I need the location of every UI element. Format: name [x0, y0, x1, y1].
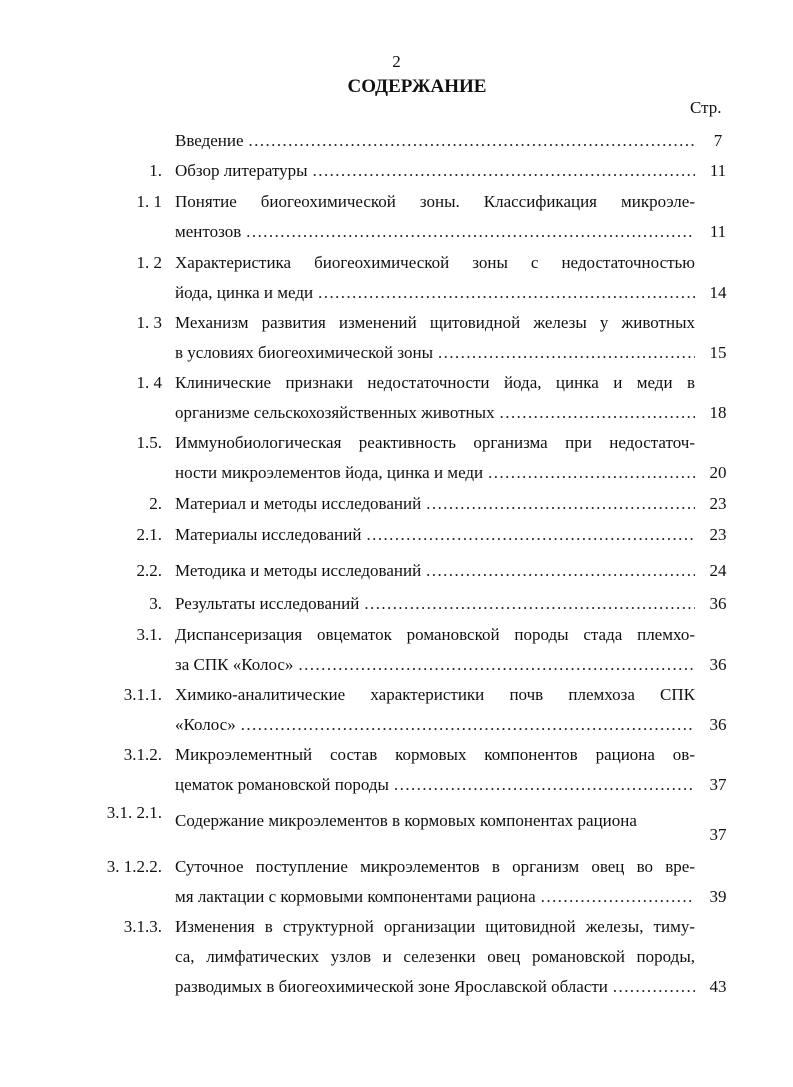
- toc-entry-text: Результаты исследований …………………………………………………………………………………………………………………………………………: [175, 589, 695, 619]
- toc-entry-text: Содержание микроэлементов в кормовых компонентах рациона: [175, 811, 637, 830]
- toc-entry-page: 37: [709, 825, 727, 844]
- toc-entry-number: 3.1.2.: [123, 745, 162, 764]
- toc-entry-text: Химико-аналитические характеристики почв племхоза СПК: [175, 685, 695, 704]
- toc-entry-page: 36: [709, 594, 727, 613]
- toc-entry-page: 7: [713, 131, 723, 150]
- toc-entry: [0, 368, 793, 428]
- toc-entry-page: 23: [709, 494, 727, 513]
- toc-entry-text: са, лимфатических узлов и селезенки овец романовской породы,: [175, 947, 695, 966]
- toc-entry-text: Введение …………………………………………………………………………………………………………………………………………: [175, 126, 695, 156]
- toc-entry-number: 1.: [149, 161, 162, 180]
- toc-entry-text: ности микроэлементов йода, цинка и меди …………………………………………………………………………………………………………………………………………: [175, 458, 695, 488]
- toc-entry-text: мя лактации с кормовыми компонентами рациона …………………………………………………………………………………………………………………………………………: [175, 882, 695, 912]
- toc-entry-number: 1. 4: [136, 373, 162, 392]
- toc-entry-text: в условиях биогеохимической зоны …………………………………………………………………………………………………………………………………………: [175, 338, 695, 368]
- toc-entry-text: Механизм развития изменений щитовидной железы у животных: [175, 313, 695, 332]
- toc-entry-number: 2.1.: [136, 525, 162, 544]
- toc-entry-text: Клинические признаки недостаточности йода, цинка и меди в: [175, 373, 695, 392]
- toc-entry: [0, 589, 793, 619]
- toc-entry-text: Характеристика биогеохимической зоны с недостаточностью: [175, 253, 695, 272]
- page-column-header: Стр.: [690, 98, 722, 117]
- toc-entry: [0, 620, 793, 680]
- toc-entry-text: Диспансеризация овцематок романовской породы стада племхо-: [175, 625, 695, 644]
- toc-entry-text: Иммунобиологическая реактивность организма при недостаточ-: [175, 433, 695, 452]
- toc-entry-text: Понятие биогеохимической зоны. Классификация микроэле-: [175, 192, 695, 211]
- toc-entry-number: 1. 2: [136, 253, 162, 272]
- toc-entry-page: 36: [709, 715, 727, 734]
- toc-entry: [0, 520, 793, 550]
- toc-entry-number: 3.1.: [136, 625, 162, 644]
- toc-entry-text: цематок романовской породы …………………………………………………………………………………………………………………………………………: [175, 770, 695, 800]
- toc-entry-number: 1. 3: [136, 313, 162, 332]
- toc-entry: [0, 187, 793, 247]
- toc-entry-text: «Колос» …………………………………………………………………………………………………………………………………………: [175, 710, 695, 740]
- toc-entry-text: йода, цинка и меди …………………………………………………………………………………………………………………………………………: [175, 278, 695, 308]
- toc-entry-text: разводимых в биогеохимической зоне Ярославской области …………………………………………………………………………………………………………………………………………: [175, 972, 695, 1002]
- toc-entry-page: 43: [709, 977, 727, 996]
- toc-entry: [0, 740, 793, 800]
- toc-entry-text: Микроэлементный состав кормовых компонентов рациона ов-: [175, 745, 695, 764]
- toc-entry-text: организме сельскохозяйственных животных …………………………………………………………………………………………………………………………………………: [175, 398, 695, 428]
- toc-entry-number: 3. 1.2.2.: [106, 857, 162, 876]
- toc-entry-page: 18: [709, 403, 727, 422]
- toc-entry-text: ментозов …………………………………………………………………………………………………………………………………………: [175, 217, 695, 247]
- toc-entry-number: 3.1. 2.1.: [106, 803, 162, 822]
- toc-entry: [0, 156, 793, 186]
- toc-entry-page: 23: [709, 525, 727, 544]
- toc-entry-number: 2.2.: [136, 561, 162, 580]
- toc-entry: [0, 912, 793, 1002]
- toc-entry-number: 3.1.3.: [123, 917, 162, 936]
- toc-entry-text: Методика и методы исследований …………………………………………………………………………………………………………………………………………: [175, 556, 695, 586]
- toc-entry-text: Материалы исследований …………………………………………………………………………………………………………………………………………: [175, 520, 695, 550]
- toc-entry-page: 11: [709, 161, 727, 180]
- toc-entry-page: 11: [709, 222, 727, 241]
- toc-entry: [0, 489, 793, 519]
- toc-entry-page: 39: [709, 887, 727, 906]
- toc-entry-page: 36: [709, 655, 727, 674]
- toc-entry-number: 1.5.: [136, 433, 162, 452]
- toc-entry: [0, 680, 793, 740]
- toc-entry-text: Обзор литературы …………………………………………………………………………………………………………………………………………: [175, 156, 695, 186]
- toc-entry: [0, 852, 793, 912]
- toc-entry-page: 20: [709, 463, 727, 482]
- toc-entry-number: 2.: [149, 494, 162, 513]
- toc-entry: [0, 126, 793, 156]
- page-number: 2: [392, 52, 401, 71]
- page-title: СОДЕРЖАНИЕ: [347, 76, 487, 97]
- toc-entry-page: 37: [709, 775, 727, 794]
- toc-entry-text: Материал и методы исследований …………………………………………………………………………………………………………………………………………: [175, 489, 695, 519]
- toc-entry: [0, 308, 793, 368]
- toc-entry-page: 24: [709, 561, 727, 580]
- toc-entry-page: 15: [709, 343, 727, 362]
- toc-entry-number: 3.: [149, 594, 162, 613]
- toc-entry-number: 1. 1: [136, 192, 162, 211]
- toc-entry: [0, 248, 793, 308]
- toc-entry: [0, 428, 793, 488]
- toc-entry-text: за СПК «Колос» …………………………………………………………………………………………………………………………………………: [175, 650, 695, 680]
- toc-entry-number: 3.1.1.: [123, 685, 162, 704]
- toc-entry-page: 14: [709, 283, 727, 302]
- toc-entry: [0, 556, 793, 586]
- toc-entry-text: Изменения в структурной организации щитовидной железы, тиму-: [175, 917, 695, 936]
- toc-entry-text: Суточное поступление микроэлементов в организм овец во вре-: [175, 857, 695, 876]
- toc-entry: [0, 803, 793, 844]
